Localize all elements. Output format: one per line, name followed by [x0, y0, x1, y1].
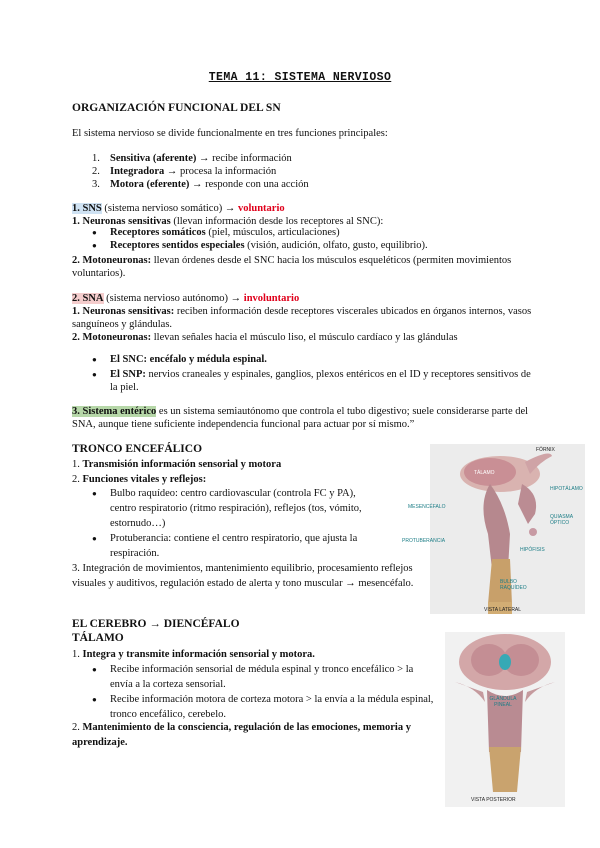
- sna-sensitivas: 1. Neuronas sensitivas: reciben información desde receptores viscerales ubicados en órganos internos, vasos sanguíneos y glándulas.: [72, 306, 532, 330]
- sna-heading: 2. SNA (sistema nervioso autónomo) → involuntario: [72, 293, 300, 304]
- talamo-line-1: 1. Integra y transmite información sensorial y motora.: [72, 649, 315, 660]
- label-glandula-pineal: GLÁNDULA PINEAL: [489, 696, 517, 708]
- sns-bullets: [92, 226, 532, 252]
- tronco-line-1: 1. Transmisión información sensorial y motora: [72, 459, 282, 470]
- list-item: 2. Integradora → procesa la información: [92, 166, 277, 177]
- brainstem-posterior-illustration: [445, 632, 565, 807]
- label-fornix: FÓRNIX: [536, 447, 555, 453]
- label-hipofisis: HIPÓFISIS: [520, 547, 545, 553]
- list-item: ● Protuberancia: contiene el centro respiratorio, que ajusta la respiración.: [92, 531, 382, 561]
- talamo-line-2: 2. Mantenimiento de la consciencia, regulación de las emociones, memoria y aprendizaje.: [72, 722, 411, 748]
- section-heading-tronco: TRONCO ENCEFÁLICO: [72, 443, 203, 455]
- sna-motoneuronas: 2. Motoneuronas: llevan señales hacia el músculo liso, el músculo cardíaco y las glándulas: [72, 332, 458, 343]
- list-item: ● Recibe información sensorial de médula espinal y tronco encefálico > la envía a la corteza sensorial.: [92, 662, 437, 692]
- section-heading-cerebro: EL CEREBRO → DIENCÉFALO: [72, 618, 240, 630]
- figure-caption-posterior: VISTA POSTERIOR: [471, 797, 516, 803]
- label-hipotalamo: HIPOTÁLAMO: [550, 486, 583, 492]
- sns-sensitivas: 1. Neuronas sensitivas (llevan información desde los receptores al SNC):: [72, 216, 384, 227]
- talamo-bullets: [92, 662, 437, 722]
- sns-heading: 1. SNS (sistema nervioso somático) → voluntario: [72, 203, 285, 214]
- enteric-paragraph: 3. Sistema entérico es un sistema semiautónomo que controla el tubo digestivo; suele considerarse parte del SNA, aunque tiene suficiente independencia funcional para actuar por sí mismo.”: [72, 406, 529, 430]
- subheading-talamo: TÁLAMO: [72, 632, 124, 644]
- tronco-line-2: 2. Funciones vitales y reflejos:: [72, 474, 207, 485]
- label-mesencefalo: MESENCÉFALO: [408, 504, 446, 510]
- tronco-line-3: 3. Integración de movimientos, mantenimiento equilibrio, procesamiento reflejos visuales y auditivos, regulación estado de alerta y tono muscular → mesencéfalo.: [72, 563, 414, 589]
- org-list: [92, 152, 309, 191]
- list-item: ● El SNP: nervios craneales y espinales, ganglios, plexos entéricos en el ID y receptores sensitivos de la piel.: [92, 368, 532, 394]
- list-item: ● Receptores somáticos (piel, músculos, articulaciones): [92, 226, 532, 239]
- sna-bullets: [92, 353, 532, 394]
- list-item: ● El SNC: encéfalo y médula espinal.: [92, 353, 532, 366]
- brainstem-lateral-figure: [402, 444, 585, 614]
- page-title: TEMA 11: SISTEMA NERVIOSO: [208, 71, 392, 84]
- list-item: ● Recibe información motora de corteza motora > la envía a la médula espinal, tronco encefálico, cerebelo.: [92, 692, 437, 722]
- sns-motoneuronas: 2. Motoneuronas: llevan órdenes desde el SNC hacia los músculos esqueléticos (permiten movimientos voluntarios).: [72, 255, 512, 279]
- label-protuberancia: PROTUBERANCIA: [402, 538, 446, 544]
- list-item: 3. Motora (eferente) → responde con una acción: [92, 179, 309, 190]
- label-bulbo: BULBO RAQUÍDEO: [500, 579, 527, 591]
- section-heading-organizacion: ORGANIZACIÓN FUNCIONAL DEL SN: [72, 102, 281, 114]
- tronco-bullets: [92, 486, 382, 561]
- list-item: 1. Sensitiva (aferente) → recibe información: [92, 153, 292, 164]
- label-quiasma: QUIASMA ÓPTICO: [550, 514, 573, 526]
- label-talamo: TÁLAMO: [474, 470, 495, 476]
- figure-caption-lateral: VISTA LATERAL: [484, 607, 522, 613]
- org-intro: El sistema nervioso se divide funcionalmente en tres funciones principales:: [72, 128, 388, 139]
- brainstem-posterior-figure: [445, 632, 565, 807]
- list-item: ● Receptores sentidos especiales (visión, audición, olfato, gusto, equilibrio).: [92, 239, 532, 252]
- list-item: ● Bulbo raquídeo: centro cardiovascular (controla FC y PA), centro respiratorio (ritmo respiración), reflejos (tos, vómito, estornudo…): [92, 486, 382, 531]
